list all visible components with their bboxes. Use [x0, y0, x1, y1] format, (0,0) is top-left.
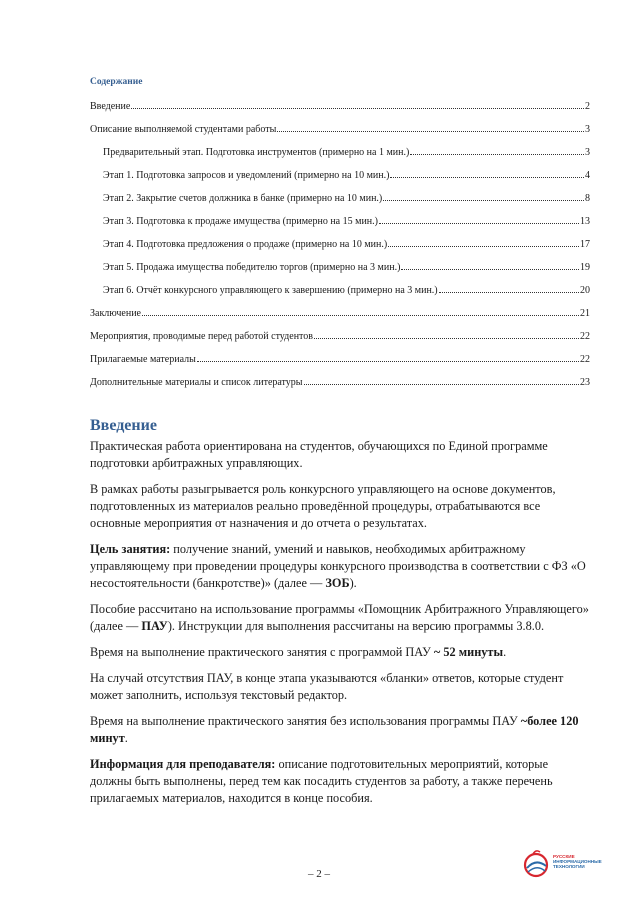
paragraph: В рамках работы разыгрывается роль конкурсного управляющего на основе документов, подготовленных из материалов реально проведённой процедуры, отрабатываются все основные мероприятия от назначения и до отчета о результатах.	[90, 482, 556, 530]
toc-entry-title: Этап 4. Подготовка предложения о продаже (примерно на 10 мин.)	[103, 239, 388, 250]
toc-leader	[277, 122, 584, 132]
toc-subentry[interactable]	[90, 260, 590, 283]
time-text: Время на выполнение практического занятия с программой ПАУ	[90, 645, 434, 659]
logo-mark-icon	[519, 846, 553, 880]
time-text-end: .	[124, 731, 128, 745]
toc-entry[interactable]	[90, 306, 590, 329]
toc-leader	[142, 306, 579, 316]
toc-entry-page: 17	[580, 239, 590, 250]
toc-leader	[304, 375, 579, 385]
software-text-end: ). Инструкции для выполнения рассчитаны на версию программы 3.8.0.	[167, 619, 545, 633]
toc-entry-title: Заключение	[90, 308, 141, 319]
toc-leader	[197, 352, 579, 362]
introduction-body	[90, 438, 592, 816]
toc-subentry[interactable]	[90, 145, 590, 168]
toc-entry-page: 2	[585, 101, 590, 112]
paragraph-time-with-pau	[90, 644, 592, 661]
toc-heading: Содержание	[90, 77, 143, 87]
toc-entry-title: Этап 5. Продажа имущества победителю торгов (примерно на 3 мин.)	[103, 262, 401, 273]
software-text: Пособие рассчитано на использование программы «Помощник Арбитражного Управляющего» (далее —	[90, 602, 589, 633]
toc-entry-page: 3	[585, 147, 590, 158]
time-value: ~более 120 минут	[90, 714, 579, 745]
time-value: ~ 52 минуты	[433, 645, 504, 659]
logo-wordmark	[553, 854, 613, 870]
teacher-info-label: Информация для преподавателя:	[90, 757, 276, 771]
toc-subentry[interactable]	[90, 214, 590, 237]
paragraph-time-without-pau	[90, 713, 592, 747]
company-logo	[519, 846, 602, 880]
goal-label: Цель занятия:	[90, 542, 171, 556]
toc-entry-title: Этап 6. Отчёт конкурсного управляющего к завершению (примерно на 3 мин.)	[103, 285, 438, 296]
toc-entry-title: Описание выполняемой студентами работы	[90, 124, 277, 135]
paragraph-teacher-info	[90, 756, 592, 807]
toc-entry-title: Этап 1. Подготовка запросов и уведомлений (примерно на 10 мин.)	[103, 170, 390, 181]
toc-entry-title: Мероприятия, проводимые перед работой студентов	[90, 331, 314, 342]
toc-leader	[388, 237, 579, 247]
toc-leader	[383, 191, 584, 201]
toc-entry-title: Введение	[90, 101, 131, 112]
paragraph-software	[90, 601, 592, 635]
toc-entry-page: 8	[585, 193, 590, 204]
toc-subentry[interactable]	[90, 191, 590, 214]
paragraph: На случай отсутствия ПАУ, в конце этапа указываются «бланки» ответов, которые студент может заполнить, используя текстовый редактор.	[90, 671, 564, 702]
toc-entry[interactable]	[90, 329, 590, 352]
toc-entry-page: 21	[580, 308, 590, 319]
toc-subentry[interactable]	[90, 168, 590, 191]
toc-leader	[314, 329, 579, 339]
toc-entry-title: Этап 3. Подготовка к продаже имущества (примерно на 15 мин.)	[103, 216, 378, 227]
toc-entry-page: 19	[580, 262, 590, 273]
toc-leader	[390, 168, 584, 178]
toc-entry-page: 13	[580, 216, 590, 227]
teacher-info-text: описание подготовительных мероприятий, которые должны быть выполнены, перед тем как посадить студентов за работу, а также перечень прилагаемых материалов, находится в конце пособия.	[90, 757, 553, 805]
toc-leader	[410, 145, 584, 155]
toc-entry-page: 20	[580, 285, 590, 296]
toc-subentry[interactable]	[90, 237, 590, 260]
paragraph-goal	[90, 541, 592, 592]
section-heading-introduction: Введение	[90, 417, 157, 434]
toc-entry-page: 3	[585, 124, 590, 135]
logo-line: ИНФОРМАЦИОННЫЕ	[553, 859, 602, 865]
abbr-zob: ЗОБ	[325, 576, 350, 590]
toc-entry-title: Прилагаемые материалы	[90, 354, 196, 365]
toc-entry-title: Предварительный этап. Подготовка инструментов (примерно на 1 мин.)	[103, 147, 410, 158]
paragraph: Практическая работа ориентирована на студентов, обучающихся по Единой программе подготовки арбитражных управляющих.	[90, 439, 548, 470]
toc-entry-page: 4	[585, 170, 590, 181]
abbr-pau: ПАУ	[141, 619, 168, 633]
toc-leader	[401, 260, 579, 270]
toc-entry-page: 23	[580, 377, 590, 388]
toc-entry-title: Дополнительные материалы и список литературы	[90, 377, 303, 388]
goal-text: получение знаний, умений и навыков, необходимых арбитражному управляющему при проведении процедуры конкурсного производства в соответствии с ФЗ «О несостоятельности (банкротстве)» (далее —	[90, 542, 586, 590]
time-text: Время на выполнение практического занятия без использования программы ПАУ	[90, 714, 521, 728]
toc-entry-page: 22	[580, 354, 590, 365]
goal-text-end: ).	[349, 576, 357, 590]
logo-line: РУССКИЕ	[553, 854, 575, 859]
logo-line: ТЕХНОЛОГИИ	[553, 864, 585, 870]
toc-entry-page: 22	[580, 331, 590, 342]
toc-entry[interactable]	[90, 99, 590, 122]
page-number: – 2 –	[308, 868, 330, 880]
toc-entry-title: Этап 2. Закрытие счетов должника в банке (примерно на 10 мин.)	[103, 193, 383, 204]
table-of-contents	[90, 99, 590, 398]
toc-leader	[379, 214, 579, 224]
toc-subentry[interactable]	[90, 283, 590, 306]
toc-leader	[439, 283, 579, 293]
toc-entry[interactable]	[90, 375, 590, 398]
toc-entry[interactable]	[90, 122, 590, 145]
toc-entry[interactable]	[90, 352, 590, 375]
toc-leader	[131, 99, 584, 109]
time-text-end: .	[503, 645, 507, 659]
